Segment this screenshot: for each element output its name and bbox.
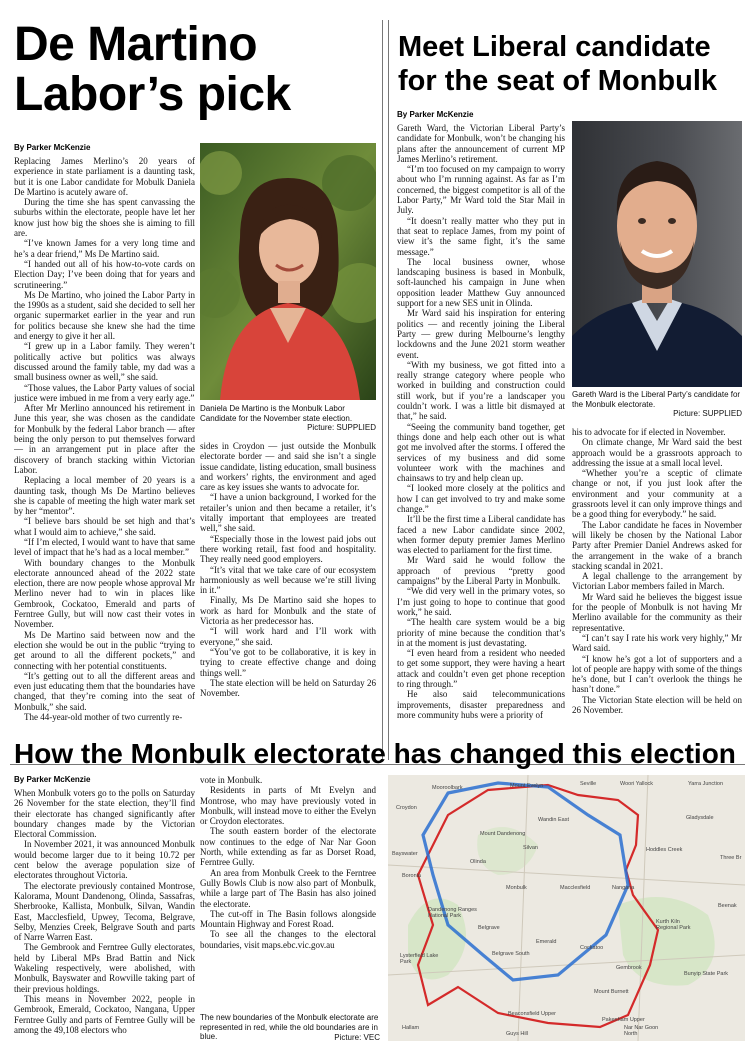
right-headline-line2: for the seat of Monbulk — [398, 65, 717, 97]
map-credit: Picture: VEC — [334, 1032, 380, 1042]
bottom-story-col1 — [14, 788, 195, 1042]
map-label-guys-hill: Guys Hill — [506, 1031, 529, 1037]
right-story-col2 — [572, 427, 742, 757]
paragraph: “I handed out all of his how-to-vote cards on Election Day; I’ve been doing that for years and scrutineering.” — [14, 258, 195, 290]
paragraph: “If I’m elected, I would want to have that same level of impact that he’s had as a local member.” — [14, 536, 195, 558]
map-label-hallam: Hallam — [402, 1025, 420, 1031]
paragraph: On climate change, Mr Ward said the best approach would be a grassroots approach to addressing the issue at a small local level. — [572, 437, 742, 468]
map-label-boronia: Boronia — [402, 873, 421, 879]
map-label-belgrave: Belgrave — [478, 925, 500, 931]
paragraph: “I’ve known James for a very long time and he’s a dear friend,” Ms De Martino said. — [14, 238, 195, 259]
map-label-mooroolbark: Mooroolbark — [432, 785, 463, 791]
paragraph: The local business owner, whose landscaping business is based in Monbulk, soft-launched his campaign in June when opposition leader Matthew Guy announced support for a new SES unit in Olinda. — [397, 256, 565, 309]
left-headline-line1: De Martino — [14, 18, 258, 71]
paragraph: The state election will be held on Saturday 26 November. — [200, 677, 376, 699]
paragraph: Finally, Ms De Martino said she hopes to work as hard for Monbulk and the state of Victoria as her predecessor has. — [200, 595, 376, 627]
right-story-col1 — [397, 123, 565, 757]
paragraph: vote in Monbulk. — [200, 775, 263, 785]
paragraph: “I’m too focused on my campaign to worry about who I’m running against. As far as I’m concerned, the biggest competitor is all of the Labor Party,” Mr Ward told the Star Mail in July. — [397, 164, 565, 216]
map-label-mount-evelyn: Mount Evelyn — [510, 783, 544, 789]
gareth-caption: Gareth Ward is the Liberal Party’s candidate for the Monbulk electorate. Picture: SUPPLIED — [572, 390, 742, 418]
map-label-seville: Seville — [580, 781, 597, 787]
map-label-three-bridges: Three Br — [720, 855, 742, 861]
right-headline-line1: Meet Liberal candidate — [398, 31, 711, 63]
map-label-kurth-kiln: Kurth Kiln Regional Park — [656, 919, 691, 931]
paragraph: “I have a union background, I worked for the retailer’s union and then became a retailer, it’s vitally important that employees are treated well,” she said. — [200, 492, 376, 534]
paragraph: Replacing James Merlino’s 20 years of experience in state parliament is a daunting task, but it is one Labor candidate for Mobulk Daniela De Martino is acutely aware of. — [14, 156, 195, 197]
paragraph: “I can’t say I rate his work very highly,” Mr Ward said. — [572, 632, 742, 654]
bottom-byline: By Parker McKenzie — [14, 775, 91, 784]
map-label-mount-burnett: Mount Burnett — [594, 989, 629, 995]
daniela-caption: Daniela De Martino is the Monbulk Labor Candidate for the November state election. Picture: SUPPLIED — [200, 404, 376, 432]
right-headline — [398, 30, 743, 98]
paragraph: “Seeing the community band together, get things done and help each other out is what got me involved after the storms. I offered the services of my business and did some volunteer work with the machines and chainsaws to try and help clean up. — [397, 421, 565, 484]
paragraph: The Victorian State election will be held on 26 November. — [572, 694, 742, 716]
map-label-belgrave-south: Belgrave South — [492, 951, 530, 957]
paragraph: “The health care system would be a big priority of mine because the condition that’s in at the moment is just devastating. — [397, 617, 565, 648]
map-label-mount-dandenong: Mount Dandenong — [480, 831, 526, 837]
daniela-photo-credit: Picture: SUPPLIED — [307, 423, 376, 432]
paragraph: “Whether you’re a sceptic of climate change or not, if you just look after the environment and your community at a grassroots level it can only improve things and be a good thing for everybody.” he said. — [572, 468, 742, 520]
map-label-wandin-east: Wandin East — [538, 817, 569, 823]
daniela-photo-illustration — [200, 143, 376, 400]
left-headline-line2: Labor’s pick — [14, 68, 291, 121]
map-label-emerald: Emerald — [536, 939, 557, 945]
paragraph: A legal challenge to the arrangement by Victorian Labor members failed in March. — [572, 571, 742, 592]
map-label-beaconsfield-upper: Beaconsfield Upper — [508, 1011, 557, 1017]
bottom-story-col2 — [200, 775, 376, 1011]
paragraph: After Mr Merlino announced his retirement in June this year, she was chosen as the candidate for Monbulk by the federal Labor branch — after being the only person to put themselves forward — in an arrangement put in place after the discovery of branch stacking within Victorian Labor. — [14, 403, 195, 475]
paragraph: his to advocate for if elected in November. — [572, 427, 726, 437]
paragraph: During the time she has spent canvassing the suburbs within the electorate, people have let her know just how big the shoes she is aiming to fill are. — [14, 197, 195, 239]
map-label-silvan: Silvan — [523, 845, 538, 851]
map-label-olinda: Olinda — [470, 859, 486, 865]
left-headline — [14, 20, 374, 120]
paragraph: The electorate previously contained Montrose, Kalorama, Mount Dandenong, Olinda, Sassafras, Sherbrooke, Kallista, Monbulk, Silvan, Wandin East, Macclesfield, Upwey, Tecoma, Belgrave, Selby, Menzies Creek, Belgrave South and parts of Narre Warren East. — [14, 880, 195, 943]
left-story-col1 — [14, 156, 195, 757]
map-label-dandenong-ranges: Dandenong Ranges National Park — [428, 907, 477, 919]
paragraph: The Labor candidate he faces in November will likely be chosen by the National Labor Party after Premier Daniel Andrews asked for the arrangement in the wake of a branch stacking scandal in 2021. — [572, 519, 742, 571]
paragraph: “It doesn’t really matter who they put in that seat to replace James, from my point of view it’s the same fight, it’s the same message.” — [397, 215, 565, 257]
map-label-gembrook: Gembrook — [616, 965, 642, 971]
paragraph: Ms De Martino said between now and the election she would be out in the public “trying to get around to all the different pockets,” and connecting with her potential constituents. — [14, 629, 195, 671]
paragraph: To see all the changes to the electoral boundaries, visit maps.ebc.vic.gov.au — [200, 929, 376, 950]
paragraph: “Those values, the Labor Party values of social justice were imbued in me from a very early age.” — [14, 382, 195, 403]
gareth-photo — [572, 121, 742, 387]
electorate-map — [388, 775, 745, 1041]
paragraph: “I looked more closely at the politics and how I can get involved to try and make some change.” — [397, 483, 565, 514]
paragraph: sides in Croydon — just outside the Monbulk electorate border — and said she isn’t a single issue candidate, listing education, small business and workers’ rights, the environment and aged care as key issues she wants to advocate for. — [200, 441, 376, 493]
paragraph: “Especially those in the lowest paid jobs out there working retail, fast food and hospitality. They really need good employers. — [200, 533, 376, 565]
paragraph: Mr Ward said his inspiration for entering politics — and recently joining the Liberal Party — grew during Melbourne’s lengthy lockdowns and the June 2021 storm weather event. — [397, 308, 565, 360]
paragraph: It’ll be the first time a Liberal candidate has faced a new Labor candidate since 2002, when former deputy premier James Merlino was elected to parliament for the first time. — [397, 514, 565, 556]
paragraph: Gareth Ward, the Victorian Liberal Party’s candidate for Monbulk, won’t be changing his plans after the announcement of current MP James Merlino’s retirement. — [397, 123, 565, 164]
paragraph: “I will work hard and I’ll work with everyone,” she said. — [200, 626, 376, 647]
gareth-photo-illustration — [572, 121, 742, 387]
paragraph: Ms De Martino, who joined the Labor Party in the 1990s as a student, said she decided to sell her organic supermarket earlier in the year and run for politics because she knew she had the time and energy to give it her all. — [14, 289, 195, 342]
map-label-croydon: Croydon — [396, 805, 417, 811]
paragraph: “You’ve got to be collaborative, it is key in trying to create effective change and doing things well.” — [200, 646, 376, 678]
paragraph: The cut-off in The Basin follows alongside Mountain Highway and Forest Road. — [200, 908, 376, 930]
paragraph: Residents in parts of Mt Evelyn and Montrose, who may have previously voted in Monbulk, will instead move to either the Evelyn or Croydon electorates. — [200, 785, 376, 827]
paragraph: In November 2021, it was announced Monbulk would become larger due to it being 10.72 per cent below the average population size of electorates throughout Victoria. — [14, 839, 195, 881]
paragraph: Replacing a local member of 20 years is a daunting task, though Ms De Martino believes she is capable of meeting the high water mark set by her “mentor”. — [14, 475, 195, 517]
paragraph: “It’s vital that we take care of our ecosystem harmoniously as well because we’re still living in it.” — [200, 564, 376, 596]
map-label-bayswater: Bayswater — [392, 851, 418, 857]
map-caption: The new boundaries of the Monbulk electorate are represented in red, while the old boundaries are in blue. Picture: VEC — [200, 1013, 380, 1042]
left-story-col2 — [200, 441, 376, 761]
map-label-beenak: Beenak — [718, 903, 737, 909]
paragraph: “I grew up in a Labor family. They weren’t politically active but politics was always discussed around the family table, my dad was a small business owner as well,” she said. — [14, 341, 195, 383]
map-label-hoddles-creek: Hoddles Creek — [646, 847, 683, 853]
paragraph: He also said telecommunications improvements, disaster preparedness and more community hubs were a priority of — [397, 689, 565, 720]
paragraph: Mr Ward said he believes the biggest issue for the people of Monbulk is not having Mr Merlino available for the community as their representative. — [572, 591, 742, 633]
map-label-lysterfield: Lysterfield Lake Park — [400, 953, 439, 965]
map-label-macclesfield: Macclesfield — [560, 885, 591, 891]
paragraph: Mr Ward said he would follow the approach of previous “pretty good campaigns” by the Liberal Party in Monbulk. — [397, 555, 565, 587]
paragraph: The 44-year-old mother of two currently re- — [24, 712, 183, 723]
right-byline: By Parker McKenzie — [397, 110, 474, 119]
paragraph: This means in November 2022, people in Gembrook, Emerald, Cockatoo, Nangana, Upper Ferntree Gully and parts of Ferntree Gully will be among the 49,108 electors who — [14, 993, 195, 1035]
bottom-headline: How the Monbulk electorate has changed this election — [14, 738, 736, 769]
map-label-pakenham-upper: Pakenham Upper — [602, 1017, 645, 1023]
left-byline: By Parker McKenzie — [14, 143, 91, 152]
paragraph: When Monbulk voters go to the polls on Saturday 26 November for the state election, they’ll find their electorate has changed significantly after boundary changes made by the Victorian Electoral Commission. — [14, 788, 195, 840]
paragraph: The south eastern border of the electorate now continues to the edge of Nar Nar Goon North, while extending as far as Dorset Road, Ferntree Gully. — [200, 826, 376, 868]
map-label-bunyip: Bunyip State Park — [684, 971, 729, 977]
paragraph: “With my business, we got fitted into a really strange category where people who worked in building and construction could still work, but if you’re a landscaper you couldn’t work. I was a little bit dismayed at that,” he said. — [397, 359, 565, 422]
paragraph: “I even heard from a resident who needed to get some support, they were having a heart attack and couldn’t even get phone reception to ring through.” — [397, 648, 565, 690]
paragraph: “I believe bars should be set high and that’s what I would aim to achieve,” she said. — [14, 516, 195, 537]
paragraph: The Gembrook and Ferntree Gully electorates, held by Liberal MPs Brad Battin and Nick Wakeling respectively, were abolished, with Monbulk, Bayswater and Rowville taking part of their previous holdings. — [14, 942, 195, 994]
paragraph: “It’s getting out to all the different areas and even just educating them that the boundaries have changed, that they’re coming into the seat of Monbulk,” she said. — [14, 670, 195, 712]
daniela-photo — [200, 143, 376, 400]
map-label-cockatoo: Cockatoo — [580, 945, 604, 951]
map-label-nangana: Nangana — [612, 885, 635, 891]
column-divider — [382, 20, 383, 760]
map-label-gladysdale: Gladysdale — [686, 815, 714, 821]
paragraph: With boundary changes to the Monbulk electorate announced ahead of the 2022 state election, there are now people whose approval Mr Merlino never had to win in places like Gembrook, Cockatoo, Emerald and parts of Ferntree Gully, but will now cast their votes in November. — [14, 557, 195, 630]
map-label-nar-nar-goon: Nar Nar Goon North — [624, 1025, 659, 1037]
map-label-yarra-junction: Yarra Junction — [688, 781, 724, 787]
map-label-woori-yallock: Woori Yallock — [620, 781, 654, 787]
gareth-photo-credit: Picture: SUPPLIED — [673, 409, 742, 418]
paragraph: “We did very well in the primary votes, so I’m just going to hope to continue that good work,” he said. — [397, 586, 565, 617]
paragraph: An area from Monbulk Creek to the Ferntree Gully Bowls Club is now also part of Monbulk, while a large part of The Basin has also joined the electorate. — [200, 867, 376, 909]
paragraph: “I know he’s got a lot of supporters and a lot of people are happy with some of the things he’s done, but I can’t overlook the things he hasn’t done.” — [572, 653, 742, 695]
map-label-monbulk: Monbulk — [506, 885, 527, 891]
